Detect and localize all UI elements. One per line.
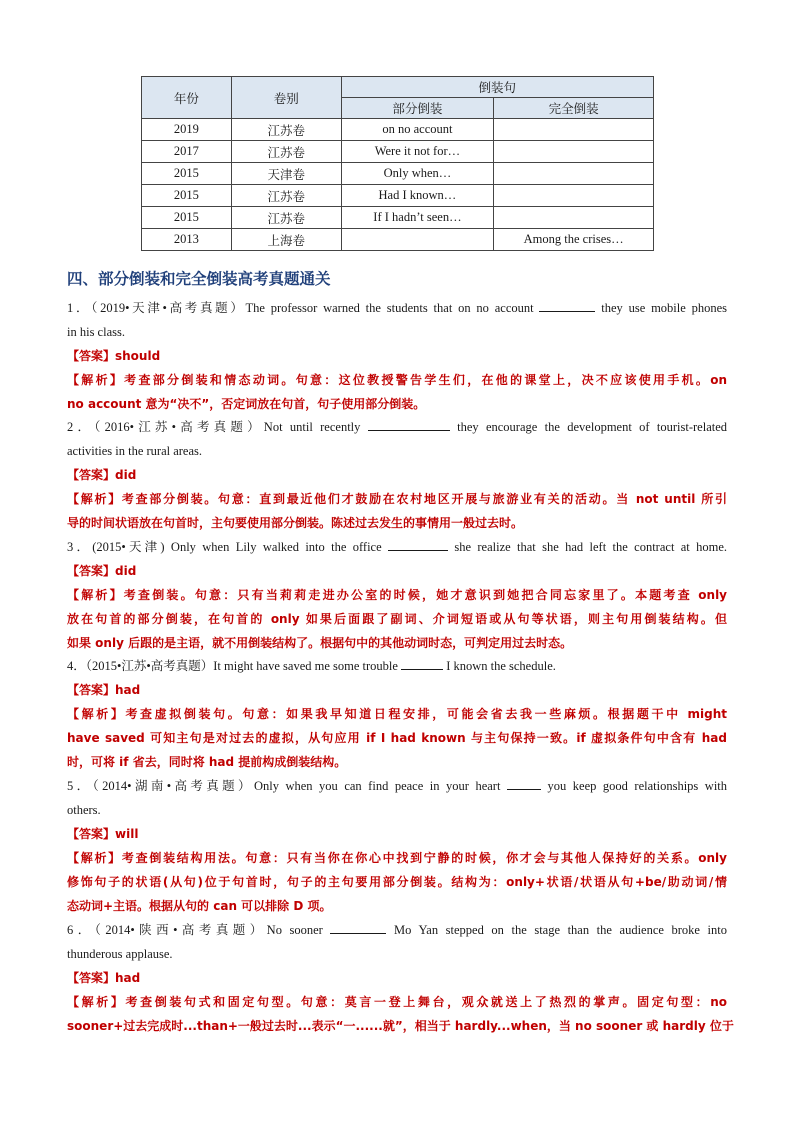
cell-year: 2019 xyxy=(142,119,232,141)
explanation-6-line-2: sooner+过去完成时...than+一般过去时...表示“一......就”，相当于 hardly...when，当 no sooner 或 hardly 位于 xyxy=(67,1019,734,1033)
explanation-4-line-1: 【解析】考查虚拟倒装句。句意：如果我早知道日程安排，可能会省去我一些麻烦。根据题干中 might xyxy=(67,707,727,721)
explanation-2-line-1: 【解析】考查部分倒装。句意：直到最近他们才鼓励在农村地区开展与旅游业有关的活动。当 not until 所引 xyxy=(67,492,727,506)
answer-blank xyxy=(539,300,595,312)
header-partial-inversion: 部分倒装 xyxy=(341,98,494,119)
table-row xyxy=(142,141,654,163)
cell-paper: 江苏卷 xyxy=(231,119,341,141)
inversion-table xyxy=(141,76,654,251)
cell-full: Among the crises… xyxy=(494,229,654,251)
cell-year: 2013 xyxy=(142,229,232,251)
question-6-line-2: thunderous applause. xyxy=(67,947,173,961)
header-full-inversion: 完全倒装 xyxy=(494,98,654,119)
explanation-5-line-1: 【解析】考查倒装结构用法。句意：只有当你在你心中找到宁静的时候，你才会与其他人保持好的关系。only xyxy=(67,851,727,865)
cell-paper: 天津卷 xyxy=(231,163,341,185)
explanation-1-line-1: 【解析】考查部分倒装和情态动词。句意：这位教授警告学生们，在他的课堂上，决不应该使用手机。on xyxy=(67,373,727,387)
answer-3: 【答案】did xyxy=(67,564,137,578)
explanation-4-line-2: have saved 可知主句是对过去的虚拟，从句应用 if I had known 与主句保持一致。if 虚拟条件句中含有 had xyxy=(67,731,727,745)
explanation-3-line-2: 放在句首的部分倒装，在句首的 only 如果后面跟了副词、介词短语或从句等状语，则主句用倒装结构。但 xyxy=(67,612,727,626)
explanation-6-line-1: 【解析】考查倒装句式和固定句型。句意：莫言一登上舞台，观众就送上了热烈的掌声。固定句型：no xyxy=(67,995,727,1009)
table-row xyxy=(142,229,654,251)
cell-full xyxy=(494,207,654,229)
answer-4: 【答案】had xyxy=(67,683,141,697)
table-row xyxy=(142,119,654,141)
answer-2: 【答案】did xyxy=(67,468,137,482)
explanation-5-line-2: 修饰句子的状语(从句)位于句首时，句子的主句要用部分倒装。结构为：only+状语/状语从句+be/助动词/情 xyxy=(67,875,727,889)
cell-partial: on no account xyxy=(341,119,494,141)
answer-1: 【答案】should xyxy=(67,349,161,363)
cell-full xyxy=(494,185,654,207)
cell-partial: If I hadn’t seen… xyxy=(341,207,494,229)
explanation-3-line-1: 【解析】考查倒装。句意：只有当莉莉走进办公室的时候，她才意识到她把合同忘家里了。本题考查 only xyxy=(67,588,727,602)
question-1-line-1: 1．（2019•天津•高考真题）The professor warned the students that on no account they use mobile phones xyxy=(67,301,728,315)
cell-year: 2015 xyxy=(142,207,232,229)
question-2-line-2: activities in the rural areas. xyxy=(67,444,203,458)
answer-5: 【答案】will xyxy=(67,827,139,841)
cell-full xyxy=(494,119,654,141)
cell-year: 2015 xyxy=(142,163,232,185)
section-title: 四、部分倒装和完全倒装高考真题通关 xyxy=(67,270,331,288)
explanation-5-line-3: 态动词+主语。根据从句的 can 可以排除 D 项。 xyxy=(67,899,332,913)
answer-blank xyxy=(388,539,448,551)
cell-partial: Only when… xyxy=(341,163,494,185)
question-3-line-1: 3．(2015•天津) Only when Lily walked into the office she realize that she had left the contract at home. xyxy=(67,540,728,554)
cell-paper: 江苏卷 xyxy=(231,141,341,163)
explanation-1-line-2: no account 意为“决不”，否定词放在句首，句子使用部分倒装。 xyxy=(67,397,426,411)
answer-6: 【答案】had xyxy=(67,971,141,985)
cell-year: 2017 xyxy=(142,141,232,163)
table-row xyxy=(142,163,654,185)
cell-full xyxy=(494,141,654,163)
header-inversion: 倒装句 xyxy=(341,77,653,98)
question-2-line-1: 2．（2016•江苏•高考真题）Not until recently they encourage the development of tourist-related xyxy=(67,420,728,434)
header-paper: 卷别 xyxy=(231,77,341,119)
cell-paper: 江苏卷 xyxy=(231,207,341,229)
answer-blank xyxy=(368,419,450,431)
answer-blank xyxy=(330,922,386,934)
question-5-line-2: others. xyxy=(67,803,101,817)
explanation-4-line-3: 时，可将 if 省去，同时将 had 提前构成倒装结构。 xyxy=(67,755,347,769)
cell-year: 2015 xyxy=(142,185,232,207)
cell-paper: 上海卷 xyxy=(231,229,341,251)
cell-partial: Were it not for… xyxy=(341,141,494,163)
answer-blank xyxy=(401,658,443,670)
question-1-line-2: in his class. xyxy=(67,325,125,339)
question-6-line-1: 6．（2014•陕西•高考真题）No sooner Mo Yan stepped on the stage than the audience broke into xyxy=(67,923,728,937)
question-4-line-1: 4．（2015•江苏•高考真题）It might have saved me some trouble I known the schedule. xyxy=(67,659,556,673)
cell-full xyxy=(494,163,654,185)
cell-partial: Had I known… xyxy=(341,185,494,207)
header-year: 年份 xyxy=(142,77,232,119)
table-row xyxy=(142,207,654,229)
explanation-2-line-2: 导的时间状语放在句首时，主句要使用部分倒装。陈述过去发生的事情用一般过去时。 xyxy=(67,516,524,530)
explanation-3-line-3: 如果 only 后跟的是主语，就不用倒装结构了。根据句中的其他动词时态，可判定用过去时态。 xyxy=(67,636,573,650)
cell-partial xyxy=(341,229,494,251)
table-row xyxy=(142,185,654,207)
cell-paper: 江苏卷 xyxy=(231,185,341,207)
answer-blank xyxy=(507,778,541,790)
question-5-line-1: 5．（2014•湖南•高考真题）Only when you can find peace in your heart you keep good relationships with xyxy=(67,779,728,793)
